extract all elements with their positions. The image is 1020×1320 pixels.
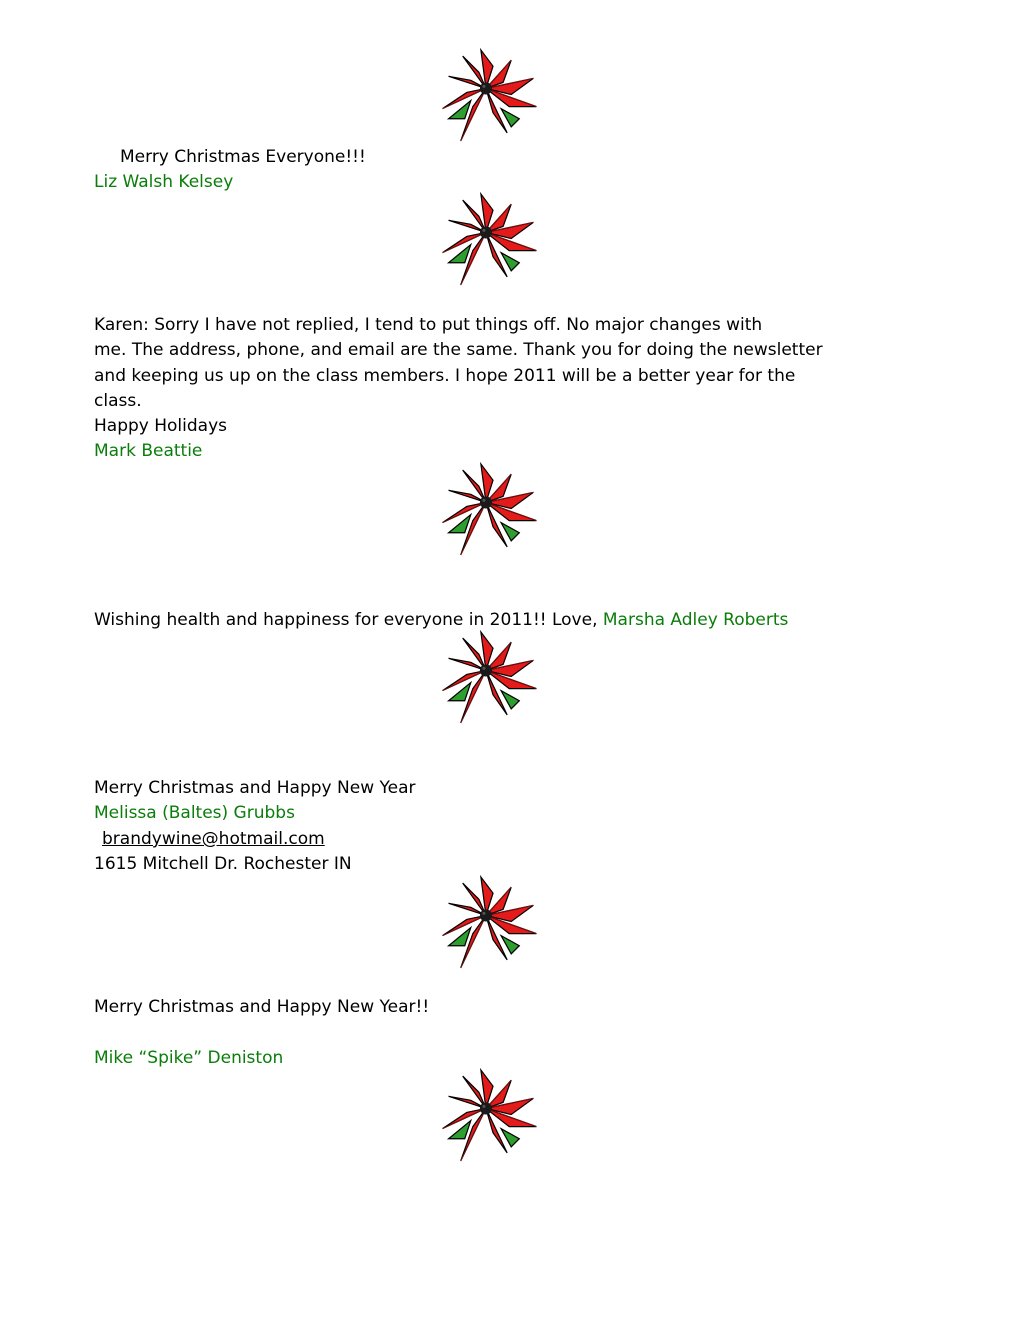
message-line	[94, 608, 788, 632]
email-link[interactable]	[102, 827, 325, 851]
poinsettia-icon	[440, 48, 542, 144]
signature-name: Mark Beattie	[94, 441, 203, 461]
greeting-text: Wishing health and happiness for everyone in 2011!! Love,	[94, 610, 603, 630]
message-line: me. The address, phone, and email are the same. Thank you for doing the newsletter	[94, 340, 823, 360]
message-line: Karen: Sorry I have not replied, I tend to put things off. No major changes with	[94, 315, 763, 335]
closing-text: Happy Holidays	[94, 416, 228, 436]
message-line: and keeping us up on the class members. I hope 2011 will be a better year for the	[94, 366, 796, 386]
greeting-text: Merry Christmas and Happy New Year	[94, 778, 416, 798]
signature-name: Marsha Adley Roberts	[602, 610, 789, 630]
poinsettia-icon	[440, 875, 542, 971]
email-link-text[interactable]: brandywine@hotmail.com	[102, 829, 325, 849]
poinsettia-icon	[440, 630, 542, 726]
greeting-text: Merry Christmas and Happy New Year!!	[94, 997, 430, 1017]
poinsettia-icon	[440, 1068, 542, 1164]
message-line: class.	[94, 391, 142, 411]
signature-name: Melissa (Baltes) Grubbs	[94, 803, 295, 823]
signature-name: Liz Walsh Kelsey	[94, 172, 234, 192]
poinsettia-icon	[440, 462, 542, 558]
poinsettia-icon	[440, 192, 542, 288]
signature-name: Mike “Spike” Deniston	[94, 1048, 284, 1068]
greeting-text: Merry Christmas Everyone!!!	[120, 147, 366, 167]
address-text: 1615 Mitchell Dr. Rochester IN	[94, 854, 352, 874]
